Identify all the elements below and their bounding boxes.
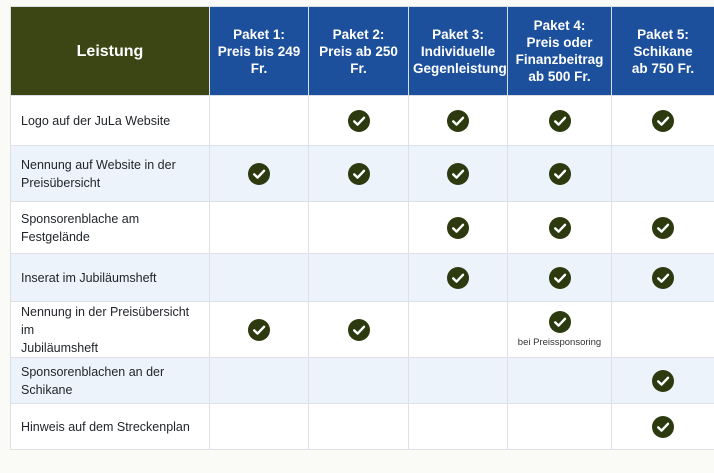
header-line: Gegenleistung <box>413 60 507 76</box>
package-cell <box>210 254 309 302</box>
package-cell <box>210 146 309 202</box>
package-cell <box>309 358 409 404</box>
check-circle-icon <box>652 370 674 392</box>
cell-note: bei Preissponsoring <box>517 337 602 348</box>
leistung-label-line: Nennung auf Website in der <box>21 157 176 172</box>
check-circle-icon <box>549 311 571 333</box>
package-cell <box>409 146 508 202</box>
table-row <box>11 202 714 254</box>
package-cell <box>210 96 309 146</box>
check-circle-icon <box>447 267 469 289</box>
package-cell <box>210 358 309 404</box>
check-circle-icon <box>652 267 674 289</box>
header-line: Paket 5: <box>637 26 689 42</box>
package-cell <box>409 358 508 404</box>
leistung-label-line: Nennung in der Preisübersicht im <box>21 304 190 337</box>
header-leistung: Leistung <box>11 7 210 96</box>
package-cell <box>508 302 612 358</box>
package-cell <box>409 302 508 358</box>
header-row <box>11 7 714 96</box>
package-cell <box>409 202 508 254</box>
table-row <box>11 404 714 450</box>
leistung-label-line: Sponsorenblache am Festgelände <box>21 211 140 244</box>
header-line: Preis bis 249 Fr. <box>217 43 301 76</box>
check-circle-icon <box>652 110 674 132</box>
leistung-label-line: Logo auf der JuLa Website <box>21 113 171 128</box>
package-cell <box>612 202 714 254</box>
check-circle-icon <box>549 110 571 132</box>
header-line: Schikane <box>633 43 693 59</box>
package-cell <box>210 302 309 358</box>
package-cell <box>508 404 612 450</box>
header-paket-1 <box>210 7 309 96</box>
table-row <box>11 254 714 302</box>
package-cell <box>210 404 309 450</box>
package-cell <box>612 146 714 202</box>
package-cell <box>612 254 714 302</box>
leistung-label <box>11 302 210 358</box>
check-circle-icon <box>248 319 270 341</box>
package-cell <box>508 358 612 404</box>
package-cell <box>508 96 612 146</box>
package-cell <box>309 254 409 302</box>
table-row <box>11 358 714 404</box>
package-cell <box>309 96 409 146</box>
leistung-label-line: Hinweis auf dem Streckenplan <box>21 419 190 434</box>
check-circle-icon <box>248 163 270 185</box>
package-cell <box>508 254 612 302</box>
package-cell <box>508 202 612 254</box>
header-line: Preis ab 250 Fr. <box>319 43 398 76</box>
leistung-label <box>11 202 210 254</box>
package-cell <box>409 404 508 450</box>
leistung-label-line: Preisübersicht <box>21 175 101 190</box>
package-cell <box>612 358 714 404</box>
table-row <box>11 302 714 358</box>
header-paket-2 <box>309 7 409 96</box>
sponsoring-table-container <box>10 6 714 448</box>
package-cell <box>309 202 409 254</box>
header-paket-3 <box>409 7 508 96</box>
check-circle-icon <box>652 416 674 438</box>
header-line: ab 500 Fr. <box>528 69 591 84</box>
header-line: Paket 1: <box>233 26 285 42</box>
header-line: Finanzbeitrag <box>515 52 604 67</box>
leistung-label <box>11 254 210 302</box>
table-row <box>11 96 714 146</box>
check-circle-icon <box>549 163 571 185</box>
header-paket-4 <box>508 7 612 96</box>
table-body <box>11 96 714 450</box>
leistung-label-line: Inserat im Jubiläumsheft <box>21 270 157 285</box>
leistung-label <box>11 358 210 404</box>
package-cell <box>409 96 508 146</box>
leistung-label <box>11 96 210 146</box>
header-line: Paket 2: <box>332 26 385 42</box>
check-circle-icon <box>652 217 674 239</box>
package-cell <box>612 404 714 450</box>
package-cell <box>612 96 714 146</box>
leistung-label <box>11 404 210 450</box>
leistung-label-line: Jubiläumsheft <box>21 340 99 355</box>
package-cell <box>309 302 409 358</box>
leistung-label <box>11 146 210 202</box>
package-cell <box>409 254 508 302</box>
check-circle-icon <box>447 163 469 185</box>
package-cell <box>210 202 309 254</box>
check-circle-icon <box>348 110 370 132</box>
header-line: Individuelle <box>420 43 496 59</box>
check-circle-icon <box>447 217 469 239</box>
header-line: Paket 4: <box>533 18 586 33</box>
check-circle-icon <box>549 217 571 239</box>
package-cell <box>612 302 714 358</box>
sponsoring-packages-table <box>10 6 714 450</box>
check-circle-icon <box>348 319 370 341</box>
header-line: Preis oder <box>526 35 593 50</box>
header-line: ab 750 Fr. <box>631 60 695 76</box>
table-row <box>11 146 714 202</box>
check-circle-icon <box>549 267 571 289</box>
check-circle-icon <box>348 163 370 185</box>
header-line: Paket 3: <box>432 26 484 42</box>
package-cell <box>508 146 612 202</box>
check-circle-icon <box>447 110 469 132</box>
header-paket-5 <box>612 7 714 96</box>
package-cell <box>309 146 409 202</box>
package-cell <box>309 404 409 450</box>
leistung-label-line: Sponsorenblachen an der Schikane <box>21 364 165 397</box>
